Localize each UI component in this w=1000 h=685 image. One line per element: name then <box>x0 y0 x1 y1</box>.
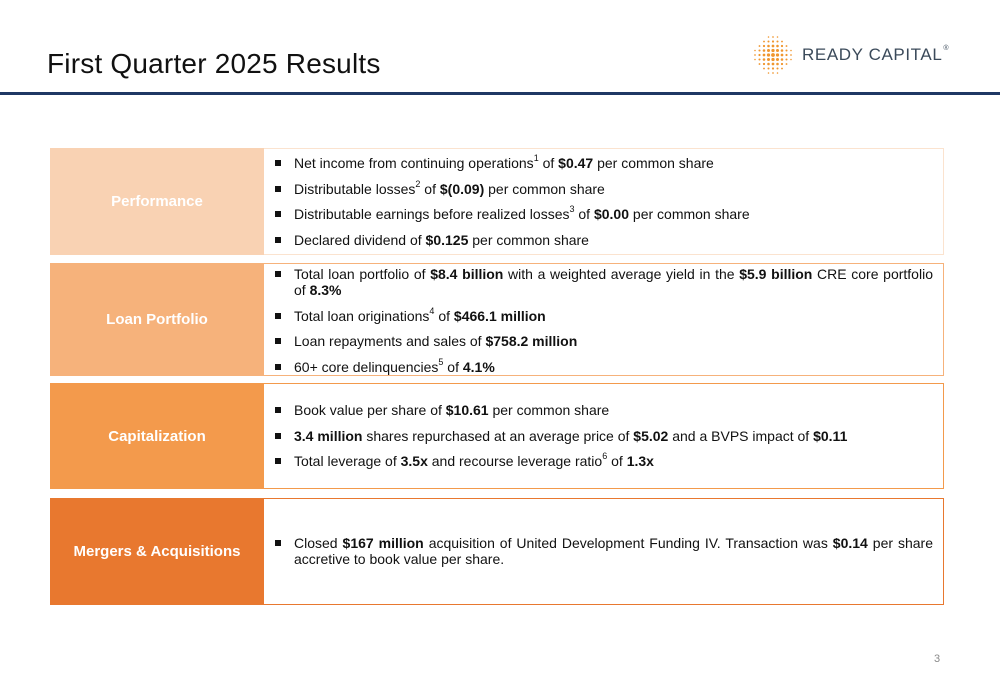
logo-dot <box>772 67 774 69</box>
logo-dot <box>763 45 765 47</box>
logo-dot <box>754 59 756 61</box>
logo-dot <box>790 59 792 61</box>
logo-dot <box>767 58 770 61</box>
logo-dots-icon <box>752 36 794 74</box>
logo-dot <box>781 41 783 43</box>
page-title: First Quarter 2025 Results <box>47 48 381 79</box>
performance-body <box>264 148 944 255</box>
loan-portfolio-section <box>50 263 944 376</box>
logo-dot <box>781 49 784 52</box>
logo-dot <box>754 50 756 52</box>
logo-dot <box>776 45 779 48</box>
logo-text: READY CAPITAL <box>802 45 943 64</box>
list-item: Closed $167 million acquisition of United Development Funding IV. Transaction was $0.14 per share accretive to book value per share. <box>272 535 933 567</box>
capitalization-section <box>50 383 944 489</box>
logo-dot <box>768 36 770 38</box>
logo-dot <box>786 45 788 47</box>
mergers-acquisitions-label: Mergers & Acquisitions <box>50 498 264 605</box>
logo-dot <box>781 68 783 70</box>
list-item: Total loan originations$^4$ of $466.1 million <box>272 308 933 324</box>
logo-dot <box>767 45 770 48</box>
mergers-acquisitions-body <box>264 498 944 605</box>
logo-dot <box>772 45 775 48</box>
logo-dot <box>759 63 761 65</box>
capitalization-label: Capitalization <box>50 383 264 489</box>
capitalization-body <box>264 383 944 489</box>
logo-dot <box>777 36 779 38</box>
list-item: Distributable losses$^2$ of $(0.09) per common share <box>272 181 933 197</box>
logo-dot <box>754 54 756 56</box>
logo-dot <box>776 63 779 66</box>
logo-dot <box>776 58 779 61</box>
logo-dot <box>771 58 774 61</box>
logo-dot <box>763 54 766 57</box>
list-item: Net income from continuing operations$^1$ of $0.47 per common share <box>272 155 933 171</box>
logo-dot <box>772 40 774 42</box>
logo-dot <box>763 41 765 43</box>
logo-dot <box>767 67 769 69</box>
performance-section <box>50 148 944 255</box>
logo-dot <box>763 68 765 70</box>
logo-dot <box>767 40 769 42</box>
logo-dot <box>772 36 774 38</box>
logo-dot <box>768 72 770 74</box>
logo-dot <box>772 72 774 74</box>
logo-wordmark <box>802 45 949 65</box>
logo-dot <box>785 54 787 56</box>
list-item: Declared dividend of $0.125 per common share <box>272 232 933 248</box>
title-divider <box>0 92 1000 95</box>
logo-dot <box>767 53 770 56</box>
list-item: Loan repayments and sales of $758.2 million <box>272 333 933 349</box>
logo-dot <box>781 54 784 57</box>
logo-dot <box>763 49 766 52</box>
logo-dot <box>763 63 765 65</box>
logo-dot <box>781 63 783 65</box>
logo-dot <box>790 50 792 52</box>
logo-dot <box>763 58 766 61</box>
logo-dot <box>781 58 784 61</box>
logo-dot <box>786 63 788 65</box>
logo-dot <box>785 49 787 51</box>
list-item: 60+ core delinquencies$^5$ of 4.1% <box>272 359 933 375</box>
logo-dot <box>790 54 792 56</box>
logo-dot <box>758 49 760 51</box>
logo-dot <box>776 49 779 52</box>
list-item: Book value per share of $10.61 per common share <box>272 402 933 418</box>
list-item: 3.4 million shares repurchased at an average price of $5.02 and a BVPS impact of $0.11 <box>272 428 933 444</box>
logo-dot <box>758 58 760 60</box>
list-item: Distributable earnings before realized losses$^3$ of $0.00 per common share <box>272 206 933 222</box>
logo-dot <box>771 49 774 52</box>
logo-dot <box>781 45 783 47</box>
logo-dot <box>777 72 779 74</box>
mergers-acquisitions-section <box>50 498 944 605</box>
logo-registered-mark: ® <box>943 45 950 52</box>
loan-portfolio-body <box>264 263 944 376</box>
logo-dot <box>767 63 770 66</box>
logo-dot <box>758 54 760 56</box>
logo-dot <box>771 53 775 57</box>
logo-dot <box>776 67 778 69</box>
list-item: Total leverage of 3.5x and recourse leverage ratio$^6$ of 1.3x <box>272 453 933 469</box>
logo-dot <box>772 63 775 66</box>
company-logo <box>752 36 949 74</box>
performance-label: Performance <box>50 148 264 255</box>
loan-portfolio-label: Loan Portfolio <box>50 263 264 376</box>
page-number: 3 <box>934 653 941 665</box>
logo-dot <box>767 49 770 52</box>
logo-dot <box>759 45 761 47</box>
logo-dot <box>776 53 779 56</box>
list-item: Total loan portfolio of $8.4 billion with a weighted average yield in the $5.9 billion CRE core portfolio of 8.3% <box>272 266 933 298</box>
logo-dot <box>785 58 787 60</box>
logo-dot <box>776 40 778 42</box>
